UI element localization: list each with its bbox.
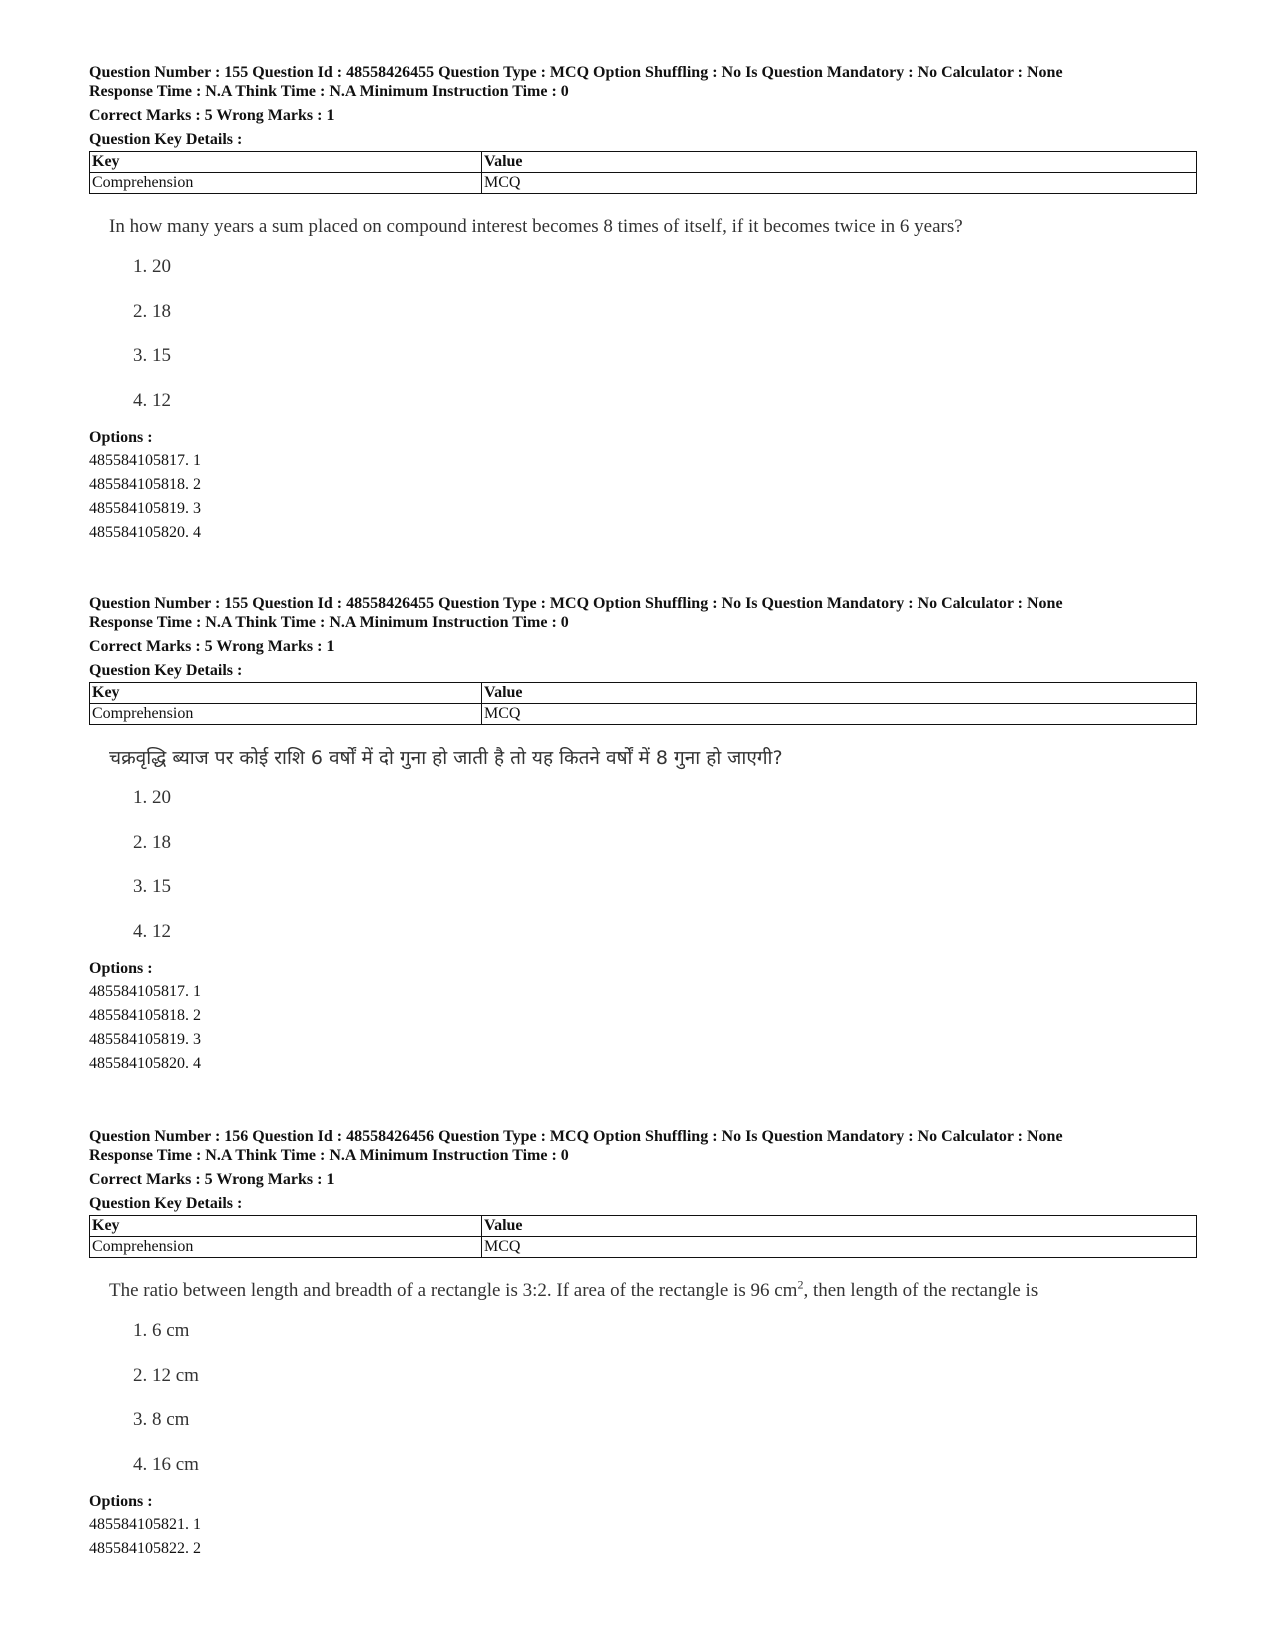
question-text: चक्रवृद्धि ब्याज पर कोई राशि 6 वर्षों में दो गुना हो जाती है तो यह कितने वर्षों में 8 गुना हो जाएगी? (109, 747, 783, 769)
option-id: 485584105822. 2 (89, 1540, 201, 1557)
value-cell: MCQ (482, 704, 1197, 725)
option-id: 485584105817. 1 (89, 452, 201, 469)
options-label: Options : (89, 960, 153, 977)
choice-item: 1. 20 (133, 787, 171, 808)
question-meta-line-2: Response Time : N.A Think Time : N.A Minimum Instruction Time : 0 (89, 83, 569, 100)
superscript-exponent: 2 (797, 1277, 804, 1292)
choice-list (89, 776, 1197, 954)
choice-item: 3. 15 (133, 876, 171, 897)
question-meta-line-2: Response Time : N.A Think Time : N.A Minimum Instruction Time : 0 (89, 614, 569, 631)
option-id: 485584105818. 2 (89, 476, 201, 493)
value-header: Value (482, 152, 1197, 173)
key-header: Key (90, 683, 482, 704)
choice-item: 2. 12 cm (133, 1364, 199, 1386)
options-label: Options : (89, 429, 153, 446)
question-block-2 (89, 594, 1197, 1076)
choice-list (89, 245, 1197, 423)
question-marks: Correct Marks : 5 Wrong Marks : 1 (89, 638, 335, 655)
question-key-details-label: Question Key Details : (89, 662, 243, 679)
question-text-main: The ratio between length and breadth of a rectangle is 3:2. If area of the rectangle is 96 cm (109, 1280, 798, 1301)
key-cell: Comprehension (90, 173, 482, 194)
value-cell: MCQ (482, 173, 1197, 194)
key-cell: Comprehension (90, 1237, 482, 1258)
options-label: Options : (89, 1493, 153, 1510)
key-cell: Comprehension (90, 704, 482, 725)
question-meta-line-2: Response Time : N.A Think Time : N.A Minimum Instruction Time : 0 (89, 1147, 569, 1164)
question-block-3 (89, 1127, 1197, 1561)
choice-item: 2. 18 (133, 831, 171, 853)
key-header: Key (90, 1216, 482, 1237)
choice-item: 3. 15 (133, 345, 171, 366)
choice-item: 4. 12 (133, 389, 171, 411)
question-text: In how many years a sum placed on compound interest becomes 8 times of itself, if it becomes twice in 6 years? (109, 216, 963, 237)
option-id: 485584105820. 4 (89, 1055, 201, 1072)
choice-item: 4. 12 (133, 920, 171, 942)
value-cell: MCQ (482, 1237, 1197, 1258)
option-id: 485584105819. 3 (89, 1031, 201, 1048)
question-meta (89, 63, 1197, 149)
choice-item: 3. 8 cm (133, 1409, 190, 1430)
question-key-details-label: Question Key Details : (89, 131, 243, 148)
question-key-table (89, 151, 1197, 194)
choice-item: 1. 20 (133, 256, 171, 277)
question-key-details-label: Question Key Details : (89, 1195, 243, 1212)
option-id: 485584105818. 2 (89, 1007, 201, 1024)
question-meta (89, 1127, 1197, 1213)
choice-item: 2. 18 (133, 300, 171, 322)
question-key-table (89, 682, 1197, 725)
question-key-table (89, 1215, 1197, 1258)
option-id: 485584105820. 4 (89, 524, 201, 541)
choice-item: 1. 6 cm (133, 1320, 190, 1341)
option-id: 485584105821. 1 (89, 1516, 201, 1533)
question-meta (89, 594, 1197, 680)
question-meta-line-1: Question Number : 155 Question Id : 48558426455 Question Type : MCQ Option Shuffling : No Is Question Mandatory : No Calculator : None (89, 64, 1063, 81)
question-text-tail: , then length of the rectangle is (803, 1280, 1039, 1301)
question-block-1 (89, 63, 1197, 545)
value-header: Value (482, 1216, 1197, 1237)
value-header: Value (482, 683, 1197, 704)
question-meta-line-1: Question Number : 155 Question Id : 48558426455 Question Type : MCQ Option Shuffling : No Is Question Mandatory : No Calculator : None (89, 595, 1063, 612)
key-header: Key (90, 152, 482, 173)
choice-list (89, 1309, 1197, 1487)
question-meta-line-1: Question Number : 156 Question Id : 48558426456 Question Type : MCQ Option Shuffling : No Is Question Mandatory : No Calculator : None (89, 1128, 1063, 1145)
question-marks: Correct Marks : 5 Wrong Marks : 1 (89, 1171, 335, 1188)
option-id: 485584105819. 3 (89, 500, 201, 517)
question-text (89, 1279, 1197, 1303)
choice-item: 4. 16 cm (133, 1453, 199, 1475)
option-id: 485584105817. 1 (89, 983, 201, 1000)
question-marks: Correct Marks : 5 Wrong Marks : 1 (89, 107, 335, 124)
